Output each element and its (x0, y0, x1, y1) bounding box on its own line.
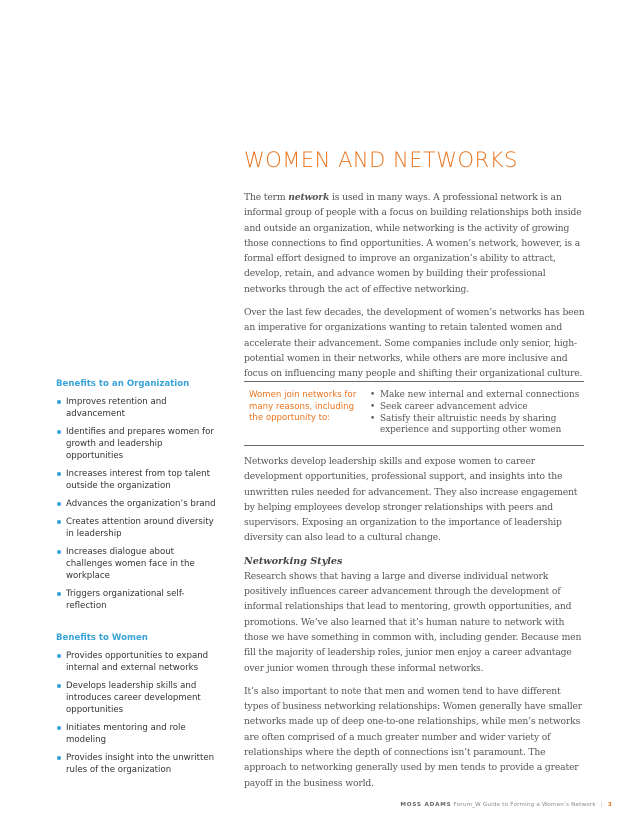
sidebar-heading-organization: Benefits to an Organization (56, 379, 190, 389)
callout-item: • Make new internal and external connections (370, 390, 580, 402)
footer-separator: | (600, 802, 603, 808)
networking-section (244, 454, 587, 799)
callout-box (244, 381, 584, 446)
list-item: Provides insight into the unwritten rules of the organization (56, 752, 222, 776)
list-item: Creates attention around diversity in leadership (56, 516, 222, 540)
callout-lead: Women join networks for many reasons, including the opportunity to: (249, 390, 357, 423)
list-item: Advances the organization’s brand (56, 498, 222, 510)
intro-paragraph-2: Over the last few decades, the development of women’s networks has been an imperative for organizations wanting to retain talented women and accelerate their advancement. Some companies include only senior, high-potential women in their networks, while others are more inclusive and focus on influencing many people and shifting their organizational culture. (244, 307, 585, 380)
intro-paragraph-1 (244, 190, 587, 297)
list-item: Triggers organizational self-reflection (56, 588, 222, 612)
body-paragraph-4: Research shows that having a large and diverse individual network positively influences career advancement through the development of informal relationships that lead to mentoring, growth opportunities, and promotions. We’ve also learned that it’s human nature to network with those we have something in common with, including gender. Because men fill the majority of leadership roles, junior men enjoy a career advantage over junior women through these informal networks. (244, 570, 582, 674)
page-title: WOMEN AND NETWORKS (244, 148, 518, 172)
list-item: Initiates mentoring and role modeling (56, 722, 222, 746)
list-item: Increases dialogue about challenges women face in the workplace (56, 546, 222, 582)
intro-text-rest: is used in many ways. A professional network is an informal group of people with a focus on building relationships both inside and outside an organization, while networking is the activity of growing those connections to find opportunities. A women’s network, however, is a formal effort designed to improve an organization’s ability to attract, develop, retain, and advance women by building their professional networks through the act of effective networking. (244, 192, 582, 295)
list-item: Develops leadership skills and introduces career development opportunities (56, 680, 222, 716)
list-item: Increases interest from top talent outside the organization (56, 468, 222, 492)
women-benefits-list (56, 650, 222, 776)
organization-benefits-list (56, 396, 222, 612)
intro-section (244, 190, 587, 390)
benefits-sidebar (56, 378, 222, 788)
list-item: Improves retention and advancement (56, 396, 222, 420)
section-heading-networking-styles: Networking Styles (244, 555, 343, 567)
page-footer (400, 802, 612, 808)
sidebar-heading-women: Benefits to Women (56, 633, 148, 643)
term-network: network (288, 192, 330, 203)
footer-text: Forum_W Guide to Forming a Women’s Network (453, 802, 596, 808)
footer-brand: MOSS ADAMS (400, 802, 452, 808)
body-paragraph-5: It’s also important to note that men and women tend to have different types of business networking relationships: Women generally have smaller networks made up of deep one-to-one relationships, while men’s networks are often comprised of a much greater number and wider variety of relationships where the depth of connections isn’t paramount. The approach to networking generally used by men tends to provide a greater payoff in the business world. (244, 685, 583, 789)
body-paragraph-3: Networks develop leadership skills and expose women to career development opportunities, professional support, and insights into the unwritten rules needed for advancement. They also increase engagement by helping employees develop stronger relationships with peers and supervisors. Exposing an organization to the importance of leadership diversity can also lead to a cultural change. (244, 456, 578, 544)
intro-text-start: The term (244, 192, 289, 203)
list-item: Provides opportunities to expand internal and external networks (56, 650, 222, 674)
list-item: Identifies and prepares women for growth and leadership opportunities (56, 426, 222, 462)
callout-list (370, 390, 580, 437)
callout-item: • Seek career advancement advice (370, 402, 580, 414)
page-number: 3 (607, 802, 612, 808)
callout-item: • Satisfy their altruistic needs by sharing experience and supporting other women (370, 414, 580, 438)
